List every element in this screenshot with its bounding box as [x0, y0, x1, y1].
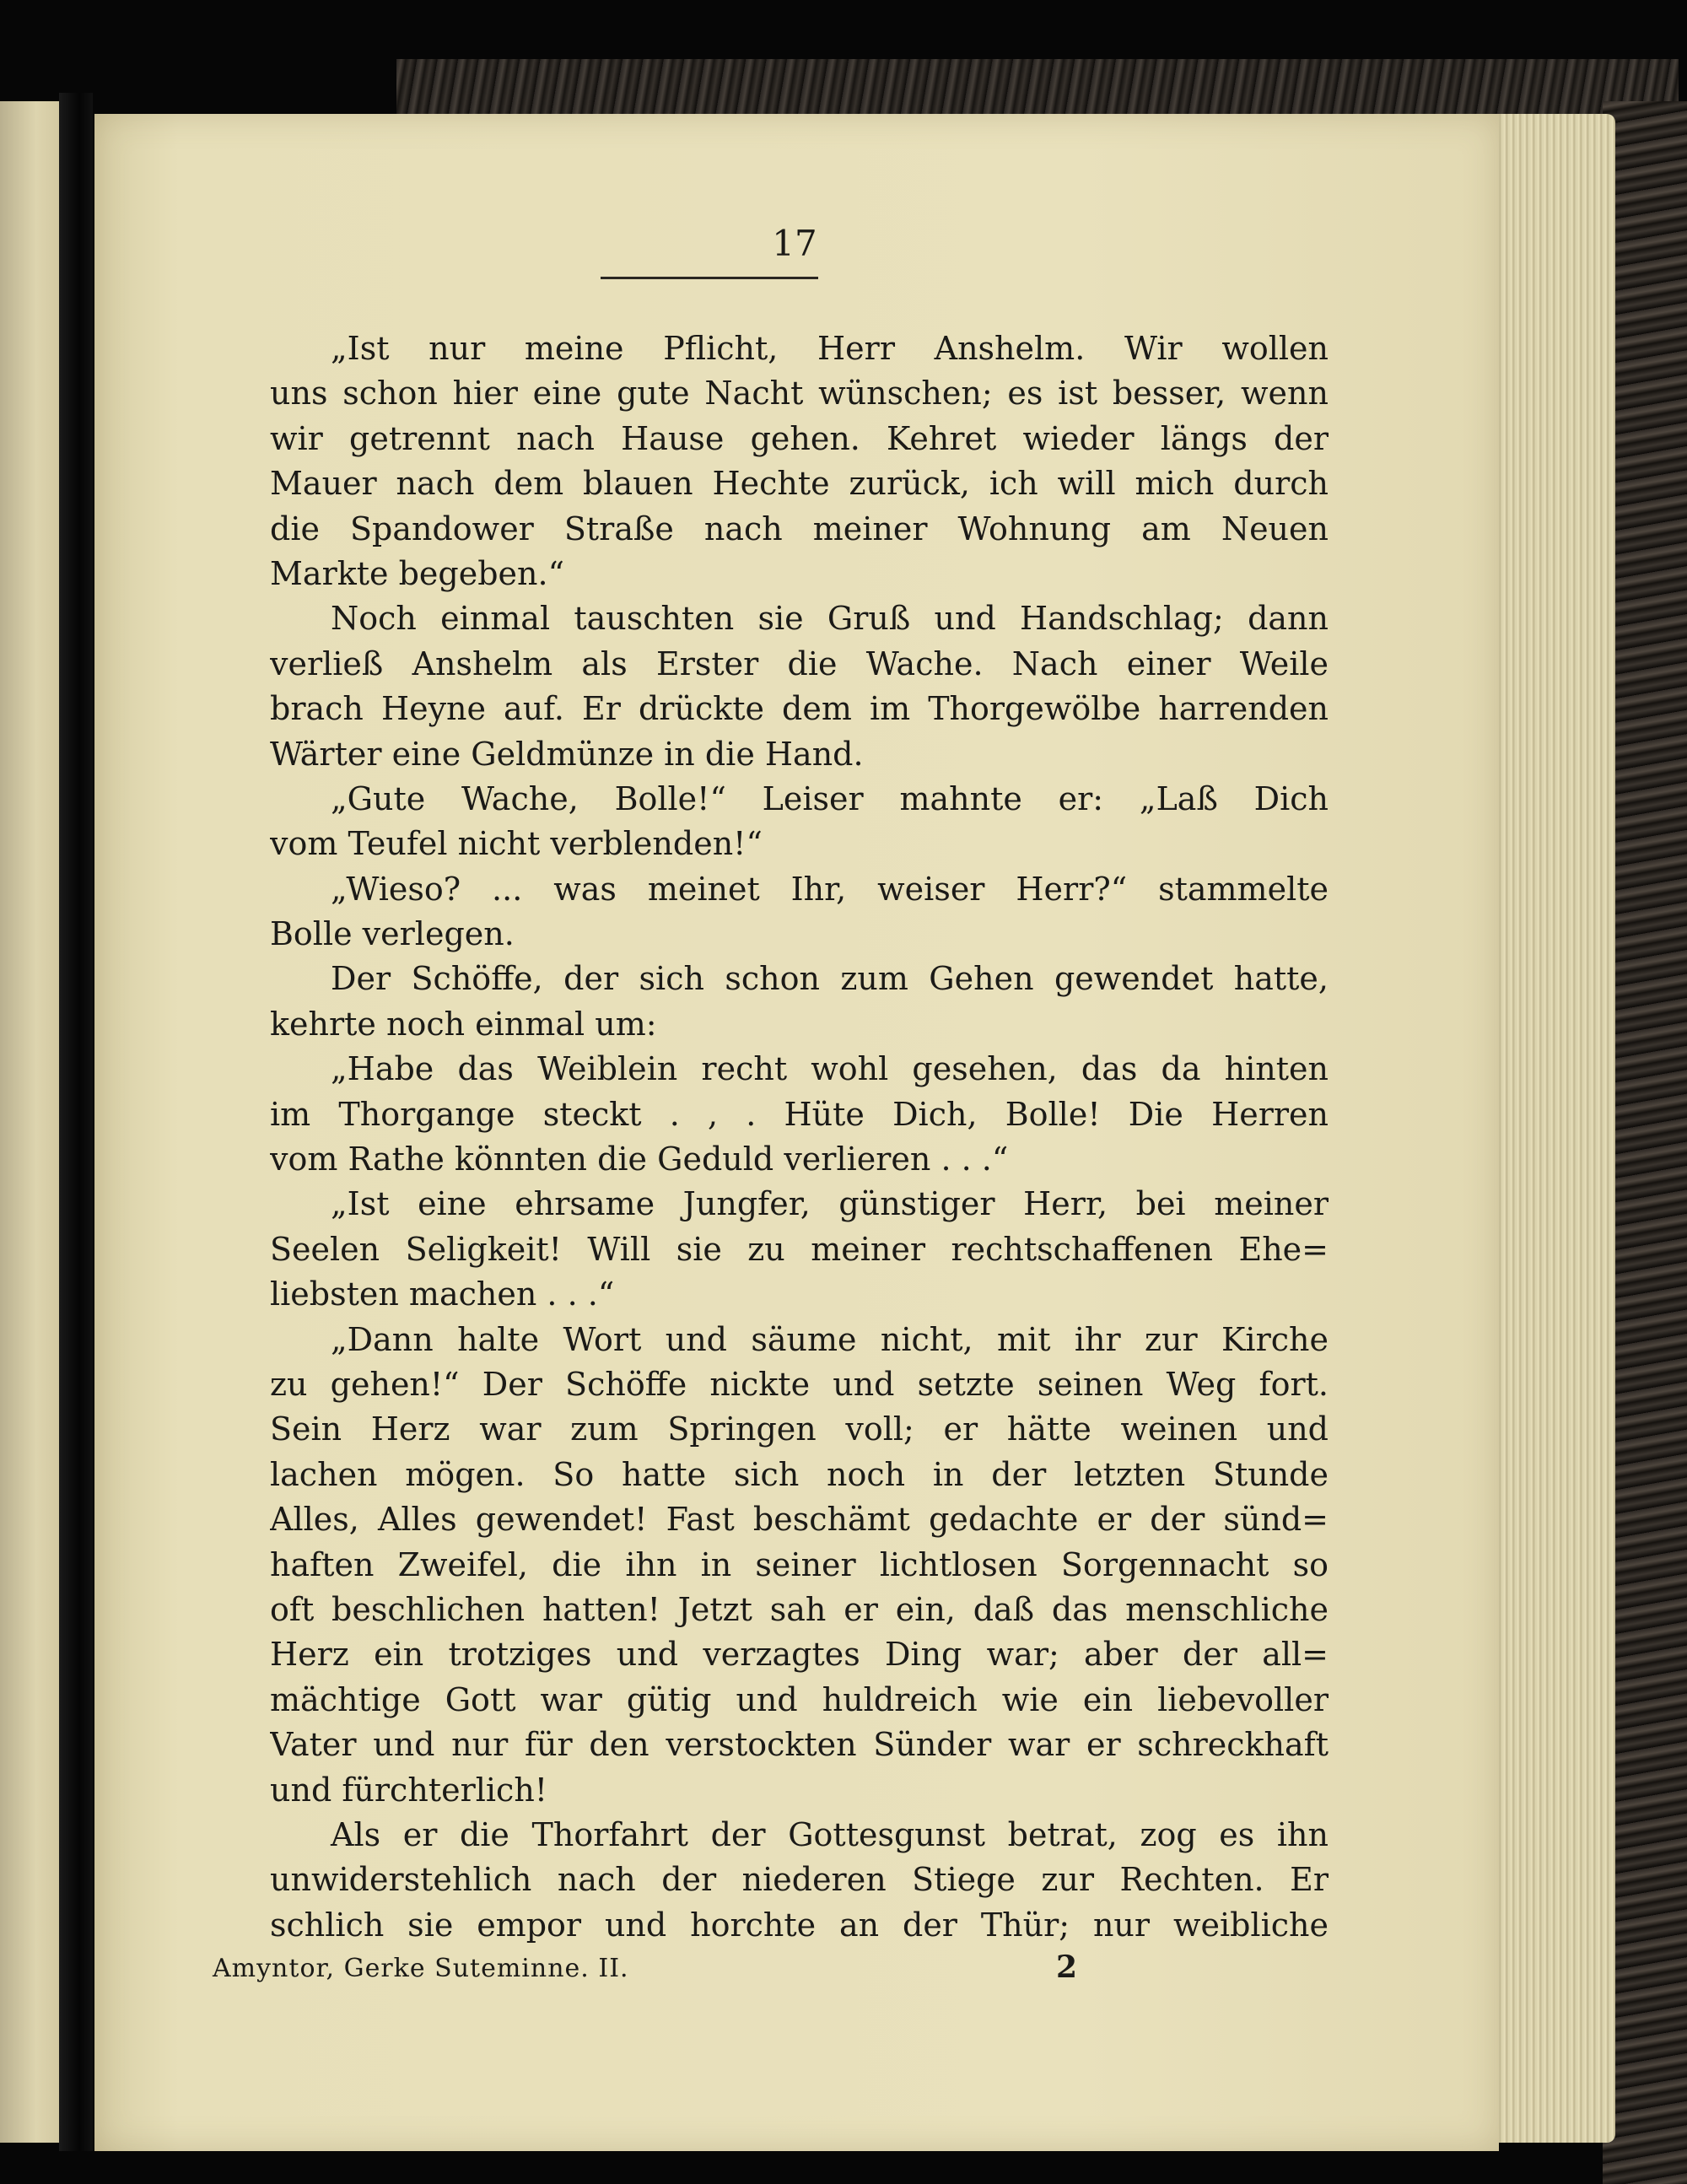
- text-line: schlich sie empor und horchte an der Thür; nur weibliche: [270, 1906, 1329, 1944]
- footer-signature: Amyntor, Gerke Suteminne. II.: [213, 1954, 629, 1983]
- page-number: 17: [772, 223, 817, 264]
- text-line: verließ Anshelm als Erster die Wache. Nach einer Weile: [270, 644, 1329, 682]
- book-gutter: [59, 93, 93, 2151]
- page-edges: [1489, 114, 1615, 2143]
- footer-sheet-number: 2: [1056, 1949, 1078, 1985]
- text-line: vom Teufel nicht verblenden!“: [270, 825, 763, 863]
- text-line: Bolle verlegen.: [270, 915, 515, 953]
- text-line: „Habe das Weiblein recht wohl gesehen, das da hinten: [331, 1050, 1329, 1088]
- book-cover-right: [1603, 101, 1687, 2184]
- text-line: Mauer nach dem blauen Hechte zurück, ich will mich durch: [270, 465, 1329, 503]
- text-line: Der Schöffe, der sich schon zum Gehen gewendet hatte,: [331, 960, 1329, 998]
- text-line: „Gute Wache, Bolle!“ Leiser mahnte er: „Laß Dich: [331, 779, 1329, 817]
- text-line: Markte begeben.“: [270, 554, 565, 592]
- text-line: Wärter eine Geldmünze in die Hand.: [270, 735, 864, 773]
- text-line: zu gehen!“ Der Schöffe nickte und setzte seinen Weg fort.: [270, 1365, 1329, 1403]
- text-line: Sein Herz war zum Springen voll; er hätte weinen und: [270, 1410, 1329, 1448]
- text-line: Alles, Alles gewendet! Fast beschämt gedachte er der sünd=: [270, 1501, 1329, 1539]
- text-line: kehrte noch einmal um:: [270, 1005, 657, 1043]
- text-line: uns schon hier eine gute Nacht wünschen; es ist besser, wenn: [270, 375, 1329, 413]
- text-line: „Ist eine ehrsame Jungfer, günstiger Herr, bei meiner: [331, 1185, 1329, 1223]
- text-line: Noch einmal tauschten sie Gruß und Handschlag; dann: [331, 600, 1329, 638]
- text-line: haften Zweifel, die ihn in seiner lichtlosen Sorgennacht so: [270, 1545, 1329, 1583]
- text-line: „Wieso? ... was meinet Ihr, weiser Herr?“ stammelte: [331, 870, 1329, 908]
- text-line: lachen mögen. So hatte sich noch in der letzten Stunde: [270, 1455, 1329, 1493]
- header-rule: [601, 277, 818, 279]
- text-line: Als er die Thorfahrt der Gottesgunst betrat, zog es ihn: [331, 1815, 1329, 1853]
- book-page: [94, 114, 1499, 2151]
- text-line: „Ist nur meine Pflicht, Herr Anshelm. Wir wollen: [331, 330, 1329, 367]
- text-line: Vater und nur für den verstockten Sünder war er schreckhaft: [270, 1726, 1329, 1764]
- text-line: liebsten machen . . .“: [270, 1275, 615, 1313]
- text-line: im Thorgange steckt . , . Hüte Dich, Bolle! Die Herren: [270, 1095, 1329, 1133]
- left-page-edge: [0, 101, 66, 2143]
- text-line: unwiderstehlich nach der niederen Stiege zur Rechten. Er: [270, 1861, 1329, 1899]
- text-line: oft beschlichen hatten! Jetzt sah er ein, daß das menschliche: [270, 1590, 1329, 1628]
- text-line: Seelen Seligkeit! Will sie zu meiner rechtschaffenen Ehe=: [270, 1230, 1329, 1268]
- text-line: „Dann halte Wort und säume nicht, mit ihr zur Kirche: [331, 1320, 1329, 1358]
- text-line: die Spandower Straße nach meiner Wohnung am Neuen: [270, 510, 1329, 547]
- body-text: [270, 326, 1329, 1948]
- text-line: vom Rathe könnten die Geduld verlieren . . .“: [270, 1141, 1009, 1178]
- text-line: Herz ein trotziges und verzagtes Ding war; aber der all=: [270, 1636, 1329, 1674]
- text-line: brach Heyne auf. Er drückte dem im Thorgewölbe harrenden: [270, 690, 1329, 728]
- text-line: wir getrennt nach Hause gehen. Kehret wieder längs der: [270, 419, 1329, 457]
- text-line: und fürchterlich!: [270, 1771, 548, 1809]
- text-line: mächtige Gott war gütig und huldreich wie ein liebevoller: [270, 1680, 1329, 1718]
